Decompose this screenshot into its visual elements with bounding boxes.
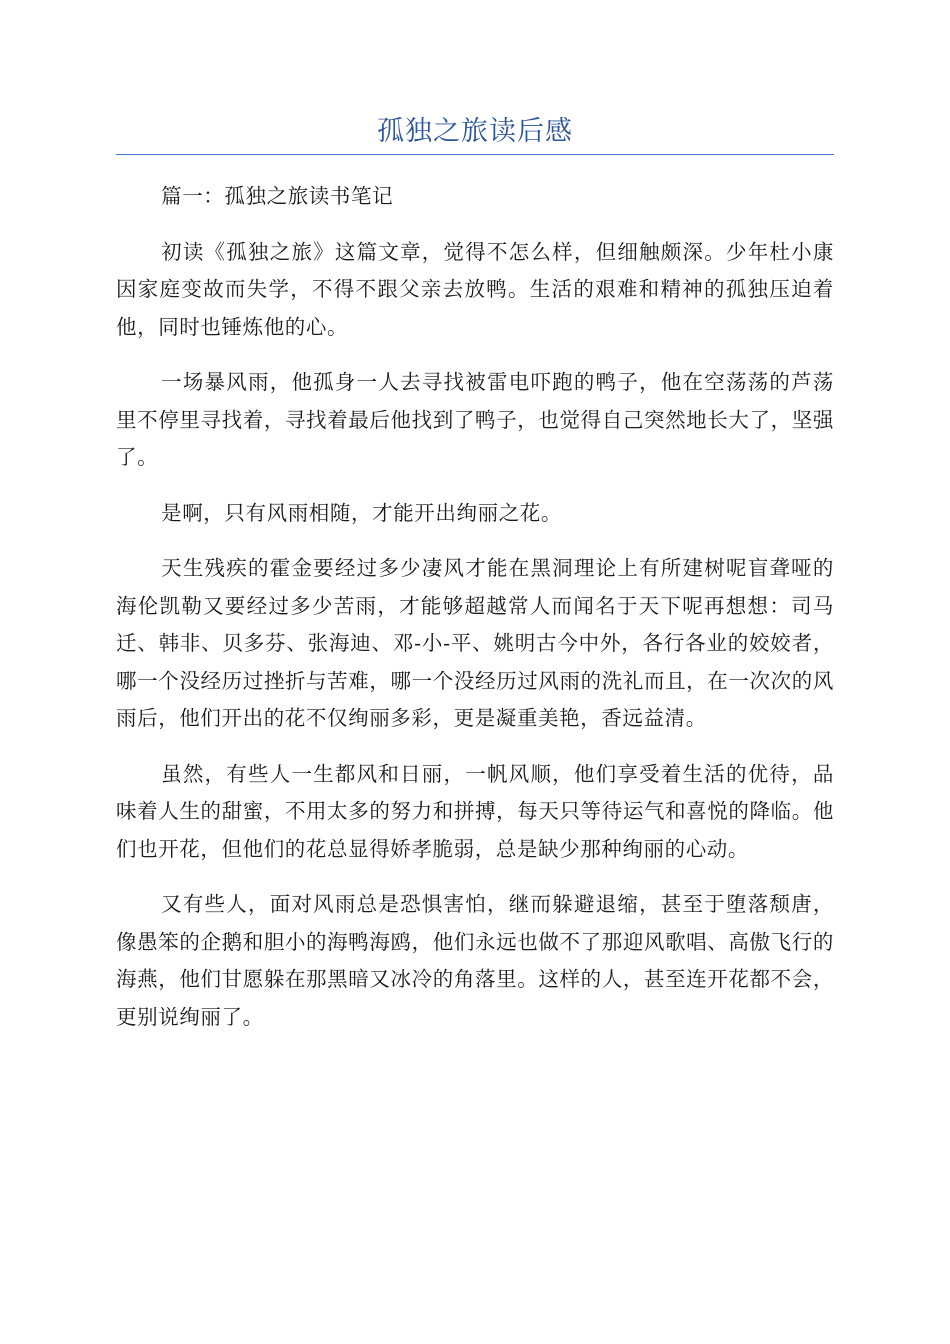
paragraph-2: 一场暴风雨，他孤身一人去寻找被雷电吓跑的鸭子，他在空荡荡的芦荡里不停里寻找着，寻找着最后他找到了鸭子，也觉得自己突然地长大了，坚强了。 — [116, 370, 834, 469]
paragraph-1: 初读《孤独之旅》这篇文章，觉得不怎么样，但细触颇深。少年杜小康因家庭变故而失学，不得不跟父亲去放鸭。生活的艰难和精神的孤独压迫着他，同时也锤炼他的心。 — [116, 239, 834, 339]
paragraph-4: 天生残疾的霍金要经过多少凄风才能在黑洞理论上有所建树呢盲聋哑的海伦凯勒又要经过多少苦雨，才能够超越常人而闻名于天下呢再想想：司马迁、韩非、贝多芬、张海迪、邓-小-平、姚明古今中外，各行各业的姣姣者，哪一个没经历过挫折与苦难，哪一个没经历过风雨的洗礼而且，在一次次的风雨后，他们开出的花不仅绚丽多彩，更是凝重美艳，香远益清。 — [116, 556, 834, 730]
paragraph-3: 是啊，只有风雨相随，才能开出绚丽之花。 — [161, 500, 562, 525]
paragraph-6: 又有些人，面对风雨总是恐惧害怕，继而躲避退缩，甚至于堕落颓唐，像愚笨的企鹅和胆小的海鸭海鸥，他们永远也做不了那迎风歌唱、高傲飞行的海燕，他们甘愿躲在那黑暗又冰冷的角落里。这样的人，甚至连开花都不会，更别说绚丽了。 — [116, 892, 834, 1029]
document-title: 孤独之旅读后感 — [377, 116, 573, 147]
paragraph-5: 虽然，有些人一生都风和日丽，一帆风顺，他们享受着生活的优待，品味着人生的甜蜜，不用太多的努力和拼搏，每天只等待运气和喜悦的降临。他们也开花，但他们的花总显得娇孝脆弱，总是缺少那种绚丽的心动。 — [116, 761, 834, 861]
section-heading: 篇一：孤独之旅读书笔记 — [161, 184, 394, 208]
document-page — [116, 0, 834, 1036]
title-underline — [116, 154, 834, 155]
